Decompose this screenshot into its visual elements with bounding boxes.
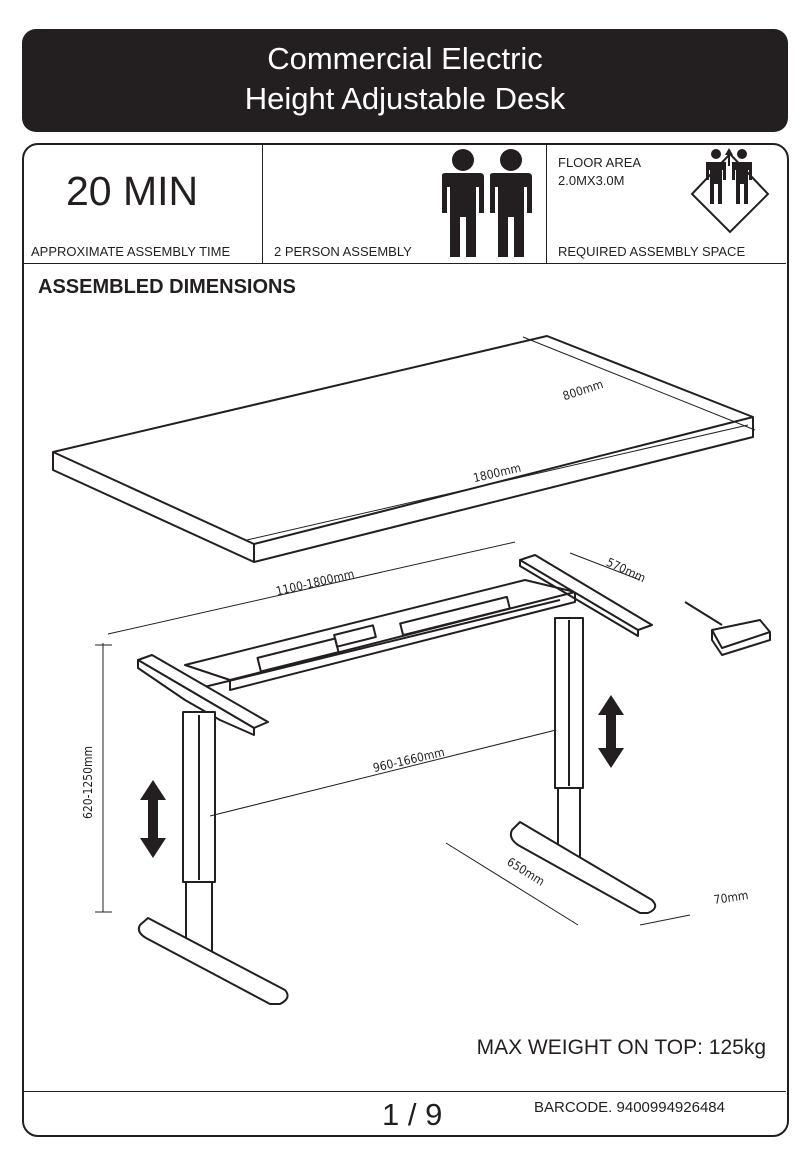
floor-area-label: FLOOR AREA bbox=[558, 155, 642, 170]
dim-frame-width: 1100-1800mm bbox=[274, 566, 356, 599]
dim-top-width: 1800mm bbox=[471, 460, 523, 486]
dim-foot-width: 70mm bbox=[712, 888, 750, 907]
barcode bbox=[534, 1099, 725, 1116]
barcode-value: 9400994926484 bbox=[616, 1099, 725, 1116]
title-line-1: Commercial Electric bbox=[267, 41, 543, 76]
up-down-arrow-icon bbox=[598, 695, 624, 768]
desktop-top-face bbox=[53, 336, 753, 544]
divider bbox=[24, 1091, 786, 1092]
up-down-arrow-icon bbox=[140, 780, 166, 858]
title-banner bbox=[22, 29, 788, 132]
floor-space-icon bbox=[684, 146, 776, 238]
desk-diagram bbox=[0, 300, 808, 1060]
page-number: 1 / 9 bbox=[382, 1097, 443, 1132]
dim-leg-spacing: 960-1660mm bbox=[371, 745, 446, 776]
two-person-icon bbox=[438, 147, 548, 259]
frame-crossbar bbox=[185, 580, 575, 680]
section-heading: ASSEMBLED DIMENSIONS bbox=[38, 276, 296, 298]
floor-area-value: 2.0MX3.0M bbox=[558, 173, 625, 188]
barcode-label: BARCODE. bbox=[534, 1099, 613, 1116]
dim-frame-depth: 570mm bbox=[604, 555, 648, 586]
assembly-time-value: 20 MIN bbox=[66, 168, 199, 214]
divider bbox=[262, 145, 263, 263]
dim-foot-length: 650mm bbox=[504, 854, 548, 889]
dim-top-depth: 800mm bbox=[561, 376, 605, 404]
assembly-time-label: APPROXIMATE ASSEMBLY TIME bbox=[31, 244, 231, 259]
dim-height-range: 620-1250mm bbox=[81, 745, 95, 819]
divider bbox=[24, 263, 786, 264]
left-foot bbox=[139, 918, 288, 1004]
max-weight-text: MAX WEIGHT ON TOP: 125kg bbox=[476, 1036, 766, 1059]
required-space-label: REQUIRED ASSEMBLY SPACE bbox=[558, 244, 746, 259]
title-line-2: Height Adjustable Desk bbox=[244, 81, 566, 116]
person-assembly-label: 2 PERSON ASSEMBLY bbox=[274, 244, 412, 259]
